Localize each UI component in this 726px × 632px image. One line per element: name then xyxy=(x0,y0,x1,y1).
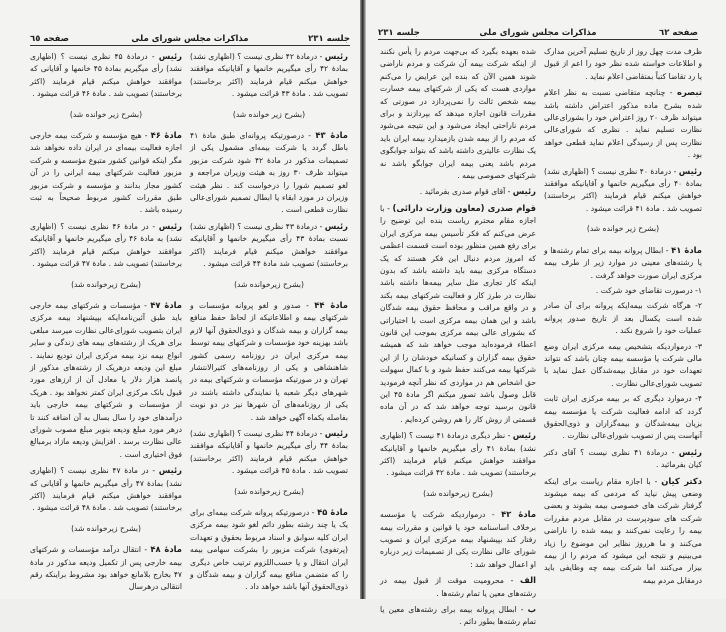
paragraph xyxy=(380,508,536,571)
speaker-or-article-label: رئیس xyxy=(324,220,348,231)
paragraph-text: ظرف مدت چهل روز از تاریخ تسلیم آخرین مدارک و اطلاعات خواسته شده نظر خود را اعم از قبول یا رد تقاضا کتباً بمتقاضی اعلام نماید . xyxy=(544,47,702,81)
speaker-or-article-label: رئیس xyxy=(158,220,182,231)
reading-note: (بشرح زیرخوانده شد) xyxy=(234,279,304,289)
paragraph xyxy=(380,603,536,629)
reading-note: (بشرح زیرخوانده شد) xyxy=(234,486,304,496)
paragraph xyxy=(380,202,536,426)
page-number: صفحه ٦٢ xyxy=(659,28,698,38)
speaker-or-article-label: رئیس xyxy=(678,446,702,457)
text-column-right xyxy=(190,50,348,597)
paragraph-text: - درصورتیکه پروانه‌ای طبق مادهٔ ۴۱ باطل گردد یا شرکت بیمه‌ای مشمول یکی از تصمیمات مذکور در مادهٔ ۴۲ شود شرکت مزبور میتواند ظرف ۳۰ روز به هیئت وزیران مراجعه و لغو تصمیم شورا را درخواست کند . نظر هیئت وزیران در مورد ابقاء یا ابطال تصمیم شورای‌عالی نظارت قطعی است . xyxy=(190,131,348,215)
reading-note: (بشرح زیرخوانده شد) xyxy=(423,488,493,498)
speaker-or-article-label: رئیس xyxy=(324,51,348,61)
paragraph xyxy=(544,285,702,297)
paragraph-text: - در مادهٔ ۴۷ نظری نیست ؟ (اظهاری نشد) بمادهٔ ۴۷ رأی میگیریم خانمها و آقایانی که موافقند خواهش میکنم قیام فرمایند (اکثر برخاستند) تصویب شد . مادهٔ ۴۸ قرائت میشود . xyxy=(30,466,182,513)
paragraph-text: - درمادهٔ ۴۴ نظری نیست ؟ (اظهاری نشد) بمادهٔ ۴۴ رأی میگیریم خانمها و آقایانیکه موافقند خواهش میکنم قیام فرمایند (اکثر برخاستند) تصویب شد . مادهٔ ۴۵ قرائت میشود . xyxy=(190,428,348,476)
reading-note: (بشرح زیرخوانده شد) xyxy=(71,279,141,289)
speaker-or-article-label: مادهٔ ۴۳ xyxy=(315,130,348,141)
paragraph-text: - درمادهٔ ۴۱ نظری نیست ؟ آقای دکتر کیان بفرمائید . xyxy=(544,447,702,470)
paragraph-text: ۳- درمواردیکه بتشخیص بیمه مرکزی ایران وضع مالی شرکت یا مؤسسه بیمه چنان باشد که نتواند تعهدات خود در مقابل بیمه‌شدگان عمل نماید با تصویب شورای‌عالی نظارت . xyxy=(544,341,702,388)
speaker-or-article-label: مادهٔ ۴۵ xyxy=(317,507,348,517)
page-header xyxy=(30,30,350,46)
paragraph xyxy=(30,50,182,101)
paragraph xyxy=(544,393,702,443)
paragraph xyxy=(544,46,702,83)
paragraph xyxy=(190,506,348,594)
speaker-or-article-label: رئیس xyxy=(678,165,702,176)
speaker-or-article-label: رئیس xyxy=(158,51,182,61)
paragraph xyxy=(30,543,182,594)
paragraph xyxy=(544,165,702,216)
paragraph-text: - درمواردیکه شرکت یا مؤسسه برخلاف اساسنامه خود یا قوانین و مقررات بیمه رفتار کند بپیشنهاد بیمه مرکزی ایران و تصویب شورای عالی نظارت یکی از تصمیمات زیر درباره او اعمال خواهد شد : xyxy=(380,510,536,569)
speaker-or-article-label: رئیس xyxy=(512,430,536,441)
reading-note: (بشرح زیر خوانده شد) xyxy=(586,224,660,234)
paragraph-text: - ابطال پروانه بیمه برای تمام رشته‌ها و یا رشته‌های معینی در موارد زیر از طرف بیمه مرکزی ایران صورت خواهد گرفت . xyxy=(544,245,702,280)
paragraph xyxy=(190,299,348,424)
paragraph xyxy=(380,46,536,182)
running-title: مذاکرات مجلس شورای ملی xyxy=(479,28,597,38)
speaker-or-article-label: مادهٔ ۴۸ xyxy=(150,544,182,555)
paragraph-text: شده بعهده بگیرد که بی‌جهت مردم را یأس نکنند از اینکه شرکت بیمه آن شرکت و مردم ناراضی شوند همین الآن که بنده این عرایض را می‌کنم مواردی هست که یکی از شرکتهای بیمه خسارت بیمه شخص ثالث را نمی‌پردازد در صورتی که مقررات قانون اجازه میدهد که بپردازند و برای مردم ناراحتی ایجاد می‌شود و این نتیجه می‌شود که مردم را از بیمه شدن بازمیدارد بیمه ایران باید یک نظارت عالیتری داشته باشد که بتواند جوابگوی مردم باشد یعنی بیمه ایران جوابگو باشد نه شرکتهای خصوصی بیمه . xyxy=(380,47,536,181)
speaker-or-article-label: قوام صدری (معاون وزارت دارائی) xyxy=(392,202,537,213)
book-gutter xyxy=(360,0,366,599)
paragraph xyxy=(544,244,702,282)
paragraph-text: - در مادهٔ ۴۶ نظری نیست ؟ (اظهاری نشد) به مادهٔ ۴۶ رأی میگیریم خانمها و آقایانیکه موافقند خواهش میکنم قیام فرمایند (اکثر برخاستند) تصویب شد . مادهٔ ۴۷ قرائت میشود . xyxy=(30,221,182,269)
reading-note: (بشرح زیرخوانده شد) xyxy=(71,523,141,533)
paragraph xyxy=(380,574,536,600)
text-column-right xyxy=(544,46,702,590)
reading-note: (بشرح زیر خوانده شد) xyxy=(232,109,306,119)
speaker-or-article-label: مادهٔ ۴۷ xyxy=(150,299,182,310)
speaker-or-article-label: رئیس xyxy=(324,427,348,438)
text-column-left xyxy=(380,46,536,632)
paragraph-text: - نظر دیگری درمادهٔ ۴۱ نیست ؟ (اظهاری نشد) بمادهٔ ۴۱ رأی میگیریم خانمها و آقایانیکه موافقند خواهش میکنم قیام فرمایند (اکثر برخاستند) تصویب شد . مادهٔ ۴۲ قرائت میشود . xyxy=(380,431,537,478)
speaker-or-article-label: مادهٔ ۴۱ xyxy=(671,244,702,255)
paragraph xyxy=(544,341,702,391)
speaker-or-article-label: مادهٔ ۴۴ xyxy=(314,299,348,310)
paragraph-text: - ابطال پروانه بیمه برای رشته‌های معین یا تمام رشته‌ها بطور دائم . xyxy=(380,605,536,627)
speaker-or-article-label: رئیس xyxy=(158,465,182,476)
speaker-or-article-label: دکتر کیان xyxy=(661,475,702,486)
paragraph xyxy=(544,475,702,588)
paragraph-text: - درمادهٔ ۴۵ نظری نیست ؟ (اظهاری نشد) رأی میگیریم بمادهٔ ۴۵ خانمها و آقایانی که موافقند خواهش میکنم قیام فرمایند (اکثر برخاستند) تصویب شد . مادهٔ ۴۶ قرائت میشود . xyxy=(30,52,182,99)
speaker-or-article-label: ب xyxy=(527,604,536,615)
paragraph-text: - درمادهٔ ۴۰ نظری نیست ؟ (اظهاری نشد) بمادهٔ ۴۰ رأی میگیریم خانمها و آقایانیکه موافقند خواهش میکنم قیام فرمایند (اکثر برخاستند) تصویب شد . مادهٔ ۴۱ قرائت میشود . xyxy=(544,166,702,213)
paragraph-text: - صدور و لغو پروانه مؤسسات و شرکتهای بیمه و اطلاعاتیکه از لحاظ حفظ منافع بیمه گزاران و بیمه شدگان و ذوی‌الحقوق آنها لازم باشد بهزینه خود مؤسسات و شرکتهای بیمه توسط بیمه مرکزی ایران در روزنامه رسمی کشور شاهنشاهی و یکی از روزنامه‌های کثیرالانتشار تهران و در صورتیکه مؤسسات و شرکتهای بیمه در شهرهای دیگر شعبه یا نمایندگی داشته باشند در یکی از روزنامه‌های آن شهرها نیز در دو نوبت بفاصله یکماه آگهی خواهد شد . xyxy=(190,300,348,422)
paragraph-text: - درمادهٔ ۴۳ نظری نیست ؟ (اظهاری نشد) نسبت بمادهٔ ۴۳ رأی میگیریم خانمها و آقایانیکه موافقند خواهش میکنم قیام فرمایند (اکثر برخاستند) تصویب شد مادهٔ ۴۴ قرائت میشود . xyxy=(190,221,348,269)
running-title: مذاکرات مجلس شورای ملی xyxy=(131,34,249,44)
paragraph xyxy=(30,220,182,271)
paragraph-text: - آقای قوام صدری بفرمائید . xyxy=(419,187,513,197)
paragraph-text: ۴- درموارد دیگری که بر بیمه مرکزی ایران ثابت گردد که ادامه فعالیت شرکت یا مؤسسه بیمه بزیان بیمه‌شدگان و بیمه‌گزاران و ذوی‌الحقوق آنهاست پس از تصویب شورای‌عالی نظارت . xyxy=(544,394,702,441)
paragraph-text: - مؤسسات و شرکتهای بیمه خارجی باید طبق آئین‌نامه‌ایکه بپیشنهاد بیمه مرکزی ایران بتصویب شورای‌عالی نظارت میرسد مبلغی برای هریک از رشته‌های بیمه های زندگی و سایر انواع بیمه نزد بیمه مرکزی ایران تودیع نمایند . مبلغ این ودیعه درهریک از رشته‌های مذکور از پانصد هزار دلار یا معادل آن از ارزهای مورد قبول بانک مرکزی ایران کمتر نخواهد بود . هریک از مؤسسات و شرکتهای بیمه خارجی باید درآمدهای خود را سال بسال به آن اضافه کنند تا درهر مورد مبلغ ودیعه بنوبر مبلغ مصوب شورای عالی نظارت برسد . افزایش ودیعه مازاد برمبالغ فوق اختیاری است . xyxy=(30,300,182,459)
paragraph-text: - محرومیت موقت از قبول بیمه در رشته‌های معین یا تمام رشته‌ها . xyxy=(380,576,536,598)
session-number: جلسه ۲۳۱ xyxy=(378,28,420,38)
speaker-or-article-label: تبصره xyxy=(677,87,702,98)
left-page xyxy=(0,0,362,599)
speaker-or-article-label: مادهٔ ۴۶ xyxy=(150,130,182,141)
text-column-left xyxy=(30,50,182,597)
paragraph xyxy=(380,429,536,480)
page-header xyxy=(378,24,698,40)
paragraph xyxy=(544,86,702,161)
page-number: صفحه ٦٥ xyxy=(30,34,69,44)
right-page xyxy=(364,0,726,627)
paragraph-text: - درصورتیکه پروانه شرکت بیمه‌ای برای یک یا چند رشته بطور دائم لغو شود بیمه مرکزی ایران کلیه سوابق و اسناد مربوط بحقوق و تعهدات (پرتفوی) شرکت مزبور را بشرکت سهامی بیمه ایران انتقال و یا حسب‌اللزوم ترتیب خاص دیگری را که متضمن منافع بیمه گزاران و بیمه شدگان و ذوی‌الحقوق آنها باشد خواهد داد . xyxy=(190,508,348,592)
speaker-or-article-label: الف xyxy=(520,575,536,586)
paragraph-text: - انتقال درآمد مؤسسات و شرکتهای بیمه خارجی پس از تکمیل ودیعه مذکور در مادهٔ ۴۷ بخارج بلامانع خواهد بود مشروط براینکه رقم انتقالی درهرسال xyxy=(30,545,182,592)
session-number: جلسه ۲۳۱ xyxy=(308,34,350,44)
paragraph xyxy=(190,220,348,271)
paragraph xyxy=(380,185,536,198)
paragraph xyxy=(190,50,348,101)
paragraph-text: - با اجازه مقام ریاست برای اینکه وضعی پیش نیاید که مردمی که بیمه میشوند گرفتار شرکت های خصوصی بیمه بشوند و بعضی شرکت های سودپرست در مقابل مردم مقررات بیمه را رعایت نمی‌کنند و بیمه شده را ناراضی می‌کنند و ما هرروز نظایر این موضوع را زیاد می‌بینیم و نتیجه این میشود که مردم را از بیمه بیزار می‌کنند اما شرکت بیمه چه وظایفی باید درمقابل مردم بیمه xyxy=(544,476,702,585)
paragraph-text: ۲- هرگاه شرکت بیمه‌ایکه پروانه برای آن صادر شده است یکسال بعد از تاریخ صدور پروانه عملیات خود را شروع نکند . xyxy=(544,301,702,336)
speaker-or-article-label: مادهٔ ۴۲ xyxy=(501,509,536,520)
paragraph-text: - هیچ مؤسسه و شرکت بیمه خارجی اجازه فعالیت بیمه‌ای در ایران داده نخواهد شد مگر اینکه قوانین کشور متبوع مؤسسه و شرکت مزبور فعالیت شرکتهای بیمه ایرانی را در آن کشور مجاز بدانند و مؤسسه و شرکت مزبور طبق مقررات کشور مربوط صحیحاً به ثبت رسیده باشد . xyxy=(30,131,182,215)
paragraph-text: - با اجازه مقام محترم ریاست بنده این توضیح را عرض می‌کنم که فکر تأسیس بیمه مرکزی ایران برای رفع همین منظور بوده است قسمت اعظمی که امروز مردم دنبال این فکر هستند که یک دستگاه مرکزی بیمه باید داشته باشد که بدون اینکه کار تجاری مثل سایر بیمه‌ها داشته باشد نظارت در طرز کار و فعالیت شرکتهای بیمه بکند و در واقع مراقب و محافظ حقوق بیمه شدگان باشد و این همان بیمه مرکزی است با اختیاراتی که بشورای عالی بیمه مرکزی بموجب این قانون اعطاء فرموده‌اید موجب خواهد شد که همیشه حقوق بیمه گزاران و کسانیکه خودشان را از این شرکتها بیمه می‌کنند حفظ شود و با کمال سهولت حق اشخاص هم در مواردی که نظر آنچه فرمودید قابل وصول باشد تصور میکنم اگر مادهٔ ۴۵ این قانون برسید توجه خواهد شد که در آن ماده قسمتی از روش کار را هم روشن کرده‌ایم . xyxy=(380,203,536,424)
paragraph xyxy=(190,427,348,478)
paragraph-text: - چنانچه متقاضی نسبت به نظر اعلام شده بشرح ماده مذکور اعتراض داشته باشد میتواند ظرف ۲۰ روز اعتراض خود را بشورای‌عالی نظارت تسلیم نماید . نظری که شورای‌عالی نظارت پس از رسیدگی اعلام نماید قطعی خواهد بود . xyxy=(544,88,702,160)
reading-note: (بشرح زیر خوانده شد) xyxy=(69,109,143,119)
paragraph xyxy=(544,446,702,472)
paragraph xyxy=(30,464,182,515)
paragraph xyxy=(544,300,702,337)
paragraph xyxy=(30,129,182,217)
paragraph-text: ۱- درصورت تقاضای خود شرکت . xyxy=(595,285,702,295)
paragraph xyxy=(30,299,182,461)
speaker-or-article-label: رئیس xyxy=(512,186,536,197)
paragraph xyxy=(190,129,348,217)
paragraph-text: - درمادهٔ ۴۲ نظری نیست ؟ (اظهاری نشد) بمادهٔ ۴۲ رأی میگیریم خانمها و آقایانیکه موافقند خواهش میکنم قیام فرمایند (اکثر برخاستند) تصویب شد . مادهٔ ۴۳ قرائت میشود . xyxy=(190,52,348,99)
